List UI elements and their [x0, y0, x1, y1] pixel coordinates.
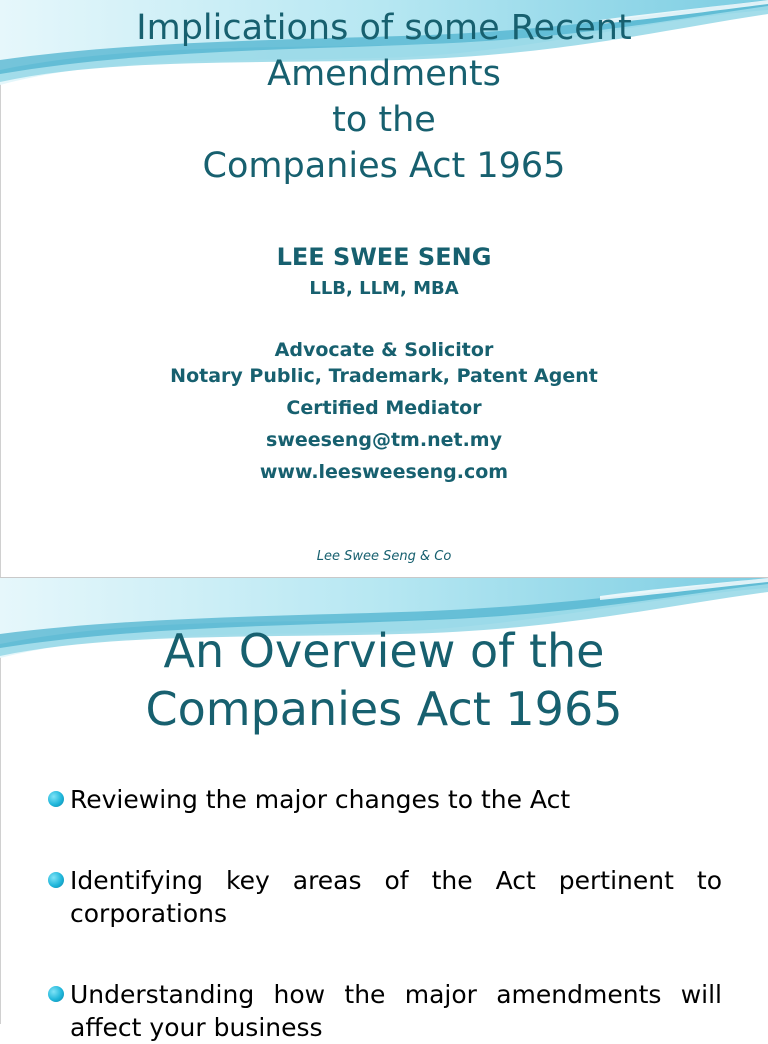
title-line: An Overview of the [163, 624, 605, 678]
slide-title [0, 5, 768, 189]
title-line: Companies Act 1965 [202, 146, 566, 186]
contact-email: sweeseng@tm.net.my [266, 429, 502, 451]
contact-website: www.leesweeseng.com [259, 461, 509, 483]
bullet-list [46, 783, 722, 1044]
overview-slide [0, 578, 768, 1042]
bullet-dot-icon [48, 986, 64, 1002]
bullet-text: Understanding how the major amendments will affect your business [70, 980, 722, 1042]
bullet-item [46, 864, 722, 930]
title-line: Companies Act 1965 [145, 682, 623, 736]
author-qualifications: LLB, LLM, MBA [309, 278, 459, 299]
role-mediator: Certified Mediator [286, 397, 482, 419]
bullet-item [46, 978, 722, 1044]
role-notary: Notary Public, Trademark, Patent Agent [170, 365, 598, 387]
title-line: Implications of some Recent [136, 8, 632, 48]
author-name: LEE SWEE SENG [276, 243, 492, 271]
bullet-dot-icon [48, 872, 64, 888]
slide-footer: Lee Swee Seng & Co [316, 549, 452, 564]
bullet-dot-icon [48, 791, 64, 807]
title-line: Amendments [267, 54, 501, 94]
bullet-item [46, 783, 722, 816]
bullet-text: Identifying key areas of the Act pertinent to corporations [70, 866, 722, 928]
bullet-text: Reviewing the major changes to the Act [70, 785, 571, 814]
role-advocate: Advocate & Solicitor [274, 339, 494, 361]
slide-title [0, 622, 768, 738]
title-line: to the [332, 100, 436, 140]
